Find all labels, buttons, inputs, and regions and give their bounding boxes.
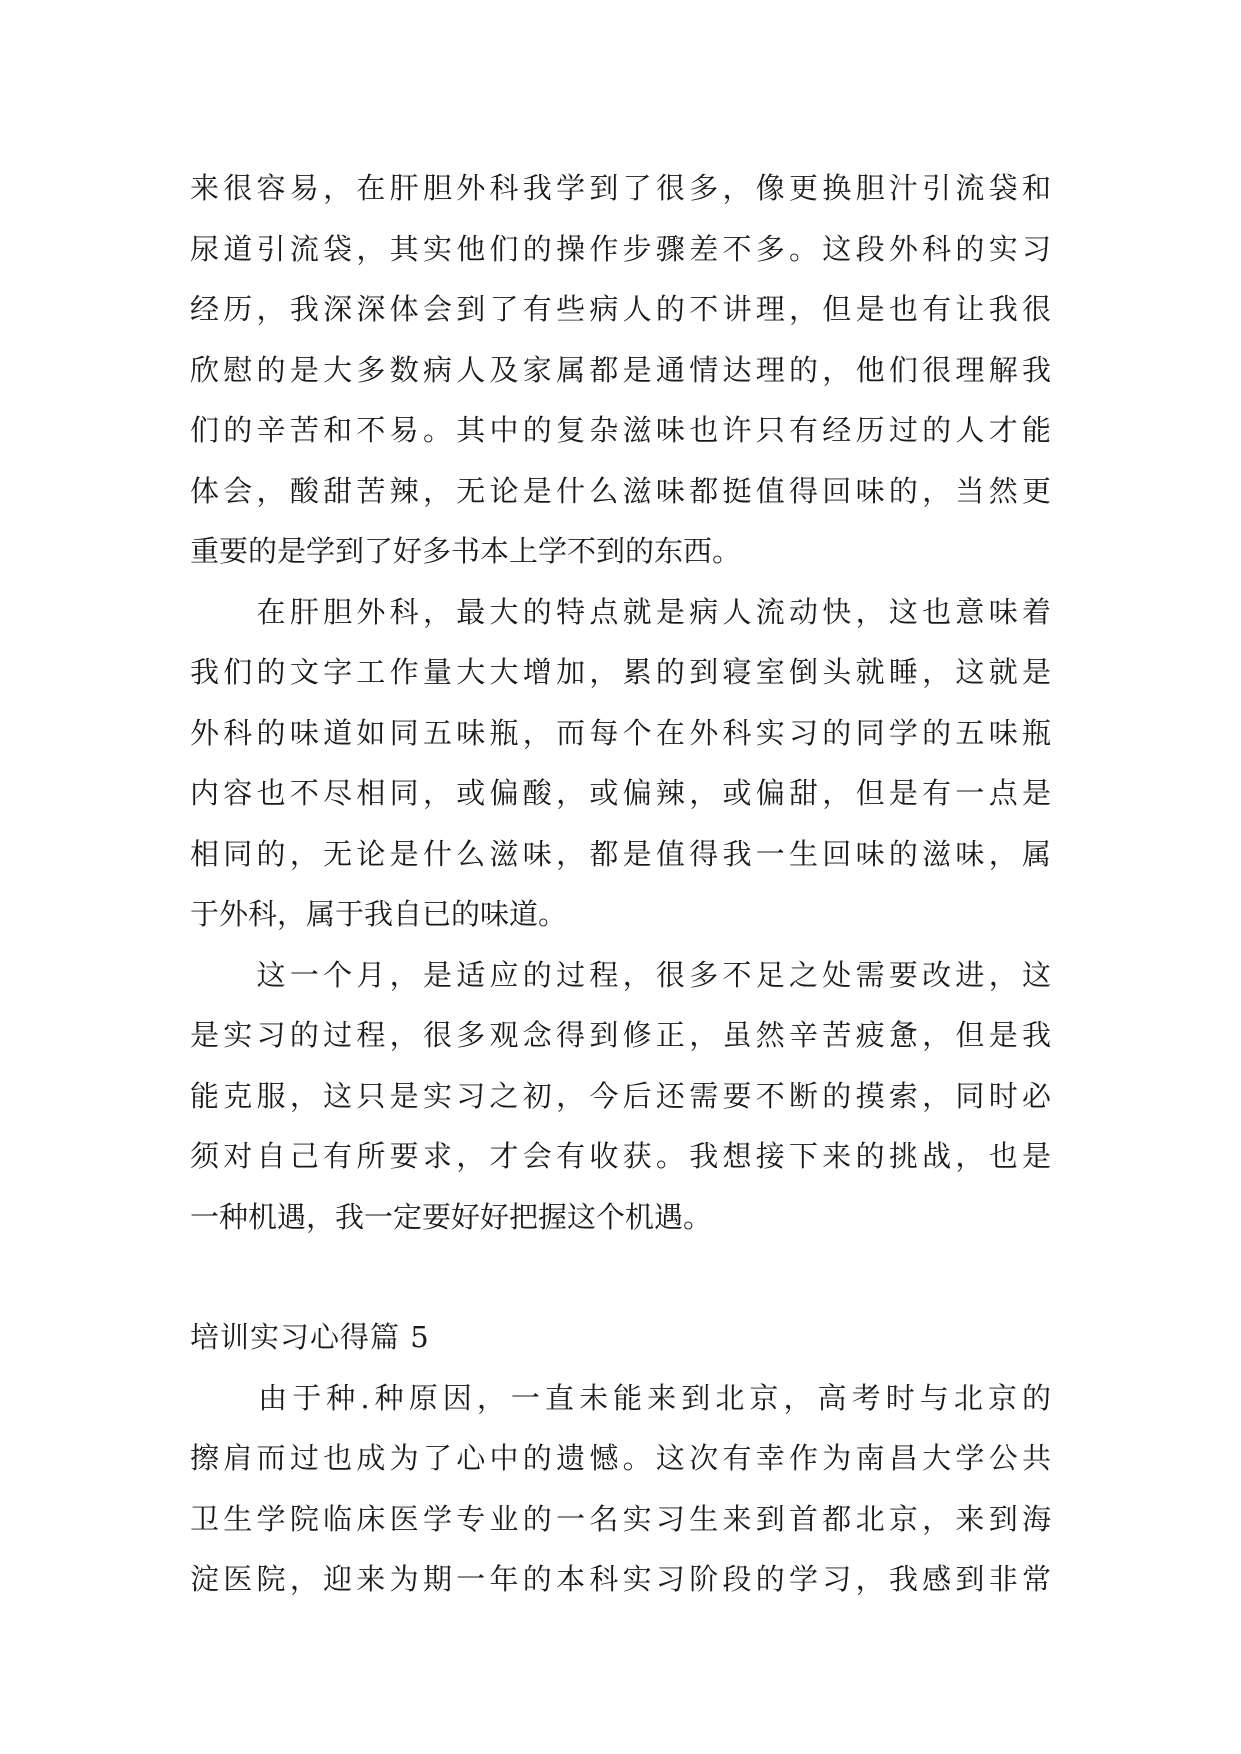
text-line: 体会，酸甜苦辣，无论是什么滋味都挺值得回味的，当然更 <box>190 473 1051 508</box>
text-line: 卫生学院临床医学专业的一名实习生来到首都北京，来到海 <box>190 1501 1051 1536</box>
text-line: 们的辛苦和不易。其中的复杂滋味也许只有经历过的人才能 <box>190 413 1051 447</box>
paragraph-4 <box>190 1368 1051 1610</box>
text-line: 须对自己有所要求，才会有收获。我想接下来的挑战，也是 <box>190 1139 1051 1173</box>
text-line: 外科的味道如同五味瓶，而每个在外科实习的同学的五味瓶 <box>190 715 1051 750</box>
document-body <box>190 158 1051 1610</box>
text-line: 是实习的过程，很多观念得到修正，虽然辛苦疲惫，但是我 <box>190 1018 1051 1052</box>
text-line: 来很容易，在肝胆外科我学到了很多，像更换胆汁引流袋和 <box>190 171 1051 205</box>
text-line: 淀医院，迎来为期一年的本科实习阶段的学习，我感到非常 <box>190 1562 1051 1596</box>
text-line: 欣慰的是大多数病人及家属都是通情达理的，他们很理解我 <box>190 352 1051 387</box>
text-line: 这一个月，是适应的过程，很多不足之处需要改进，这 <box>190 957 1051 992</box>
text-line: 相同的，无论是什么滋味，都是值得我一生回味的滋味，属 <box>190 836 1051 871</box>
paragraph-1 <box>190 158 1051 582</box>
text-line: 擦肩而过也成为了心中的遗憾。这次有幸作为南昌大学公共 <box>190 1441 1051 1475</box>
text-line: 经历，我深深体会到了有些病人的不讲理，但是也有让我很 <box>190 292 1051 326</box>
section-heading: 培训实习心得篇 5 <box>190 1320 430 1354</box>
text-line: 内容也不尽相同，或偏酸，或偏辣，或偏甜，但是有一点是 <box>190 776 1051 810</box>
paragraph-2 <box>190 582 1051 945</box>
text-line: 于外科，属于我自已的味道。 <box>190 897 568 931</box>
text-line: 能克服，这只是实习之初，今后还需要不断的摸索，同时必 <box>190 1078 1051 1113</box>
text-line: 由于种.种原因，一直未能来到北京，高考时与北京的 <box>190 1380 1051 1415</box>
text-line: 一种机遇，我一定要好好把握这个机遇。 <box>190 1199 713 1234</box>
text-line: 在肝胆外科，最大的特点就是病人流动快，这也意味着 <box>190 594 1051 629</box>
text-line: 我们的文字工作量大大增加，累的到寝室倒头就睡，这就是 <box>190 655 1051 689</box>
text-line: 尿道引流袋，其实他们的操作步骤差不多。这段外科的实习 <box>190 231 1051 266</box>
paragraph-3 <box>190 945 1051 1248</box>
text-line: 重要的是学到了好多书本上学不到的东西。 <box>190 534 742 568</box>
